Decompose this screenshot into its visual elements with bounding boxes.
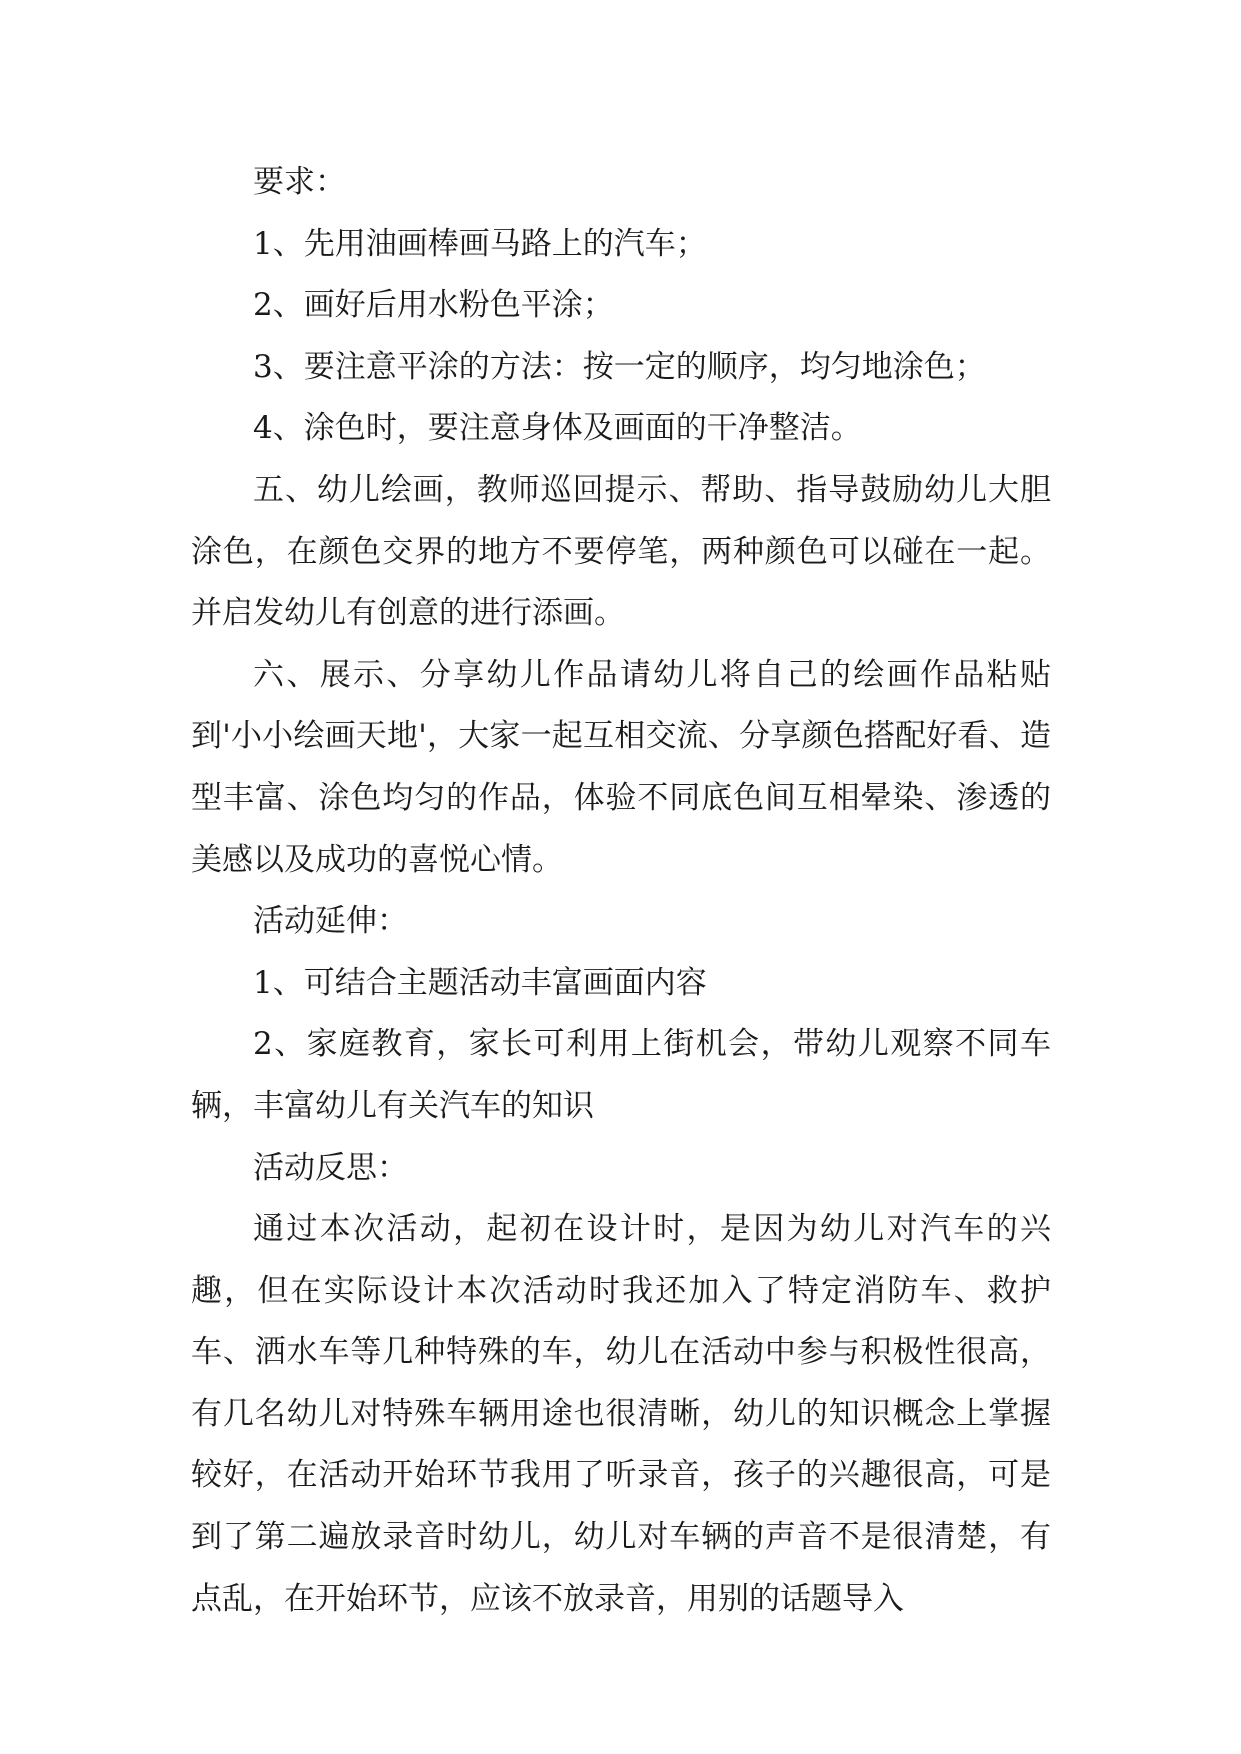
paragraph-reflection-heading: 活动反思： [253,1149,408,1186]
paragraph-step-5: 五、幼儿绘画，教师巡回提示、帮助、指导鼓励幼儿大胆涂色，在颜色交界的地方不要停笔，两种颜色可以碰在一起。并启发幼儿有创意的进行添画。 [191,471,1051,632]
paragraph-requirement-2: 2、画好后用水粉色平涂； [253,287,614,324]
paragraph-requirements-heading: 要求： [253,164,346,200]
paragraph-extension-heading: 活动延伸： [253,903,408,940]
paragraph-reflection-body: 通过本次活动，起初在设计时，是因为幼儿对汽车的兴趣，但在实际设计本次活动时我还加入了特定消防车、救护车、洒水车等几种特殊的车，幼儿在活动中参与积极性很高，有几名幼儿对特殊车辆用途也很清晰，幼儿的知识概念上掌握较好，在活动开始环节我用了听录音，孩子的兴趣很高，可是到了第二遍放录音时幼儿，幼儿对车辆的声音不是很清楚，有点乱，在开始环节，应该不放录音，用别的话题导入 [191,1211,1051,1617]
paragraph-extension-2: 2、家庭教育，家长可利用上街机会，带幼儿观察不同车辆，丰富幼儿有关汽车的知识 [191,1026,1051,1124]
paragraph-extension-1: 1、可结合主题活动丰富画面内容 [253,964,707,1001]
paragraph-requirement-4: 4、涂色时，要注意身体及画面的干净整洁。 [253,410,862,447]
paragraph-step-6: 六、展示、分享幼儿作品请幼儿将自己的绘画作品粘贴到'小小绘画天地'，大家一起互相交流、分享颜色搭配好看、造型丰富、涂色均匀的作品，体验不同底色间互相晕染、渗透的美感以及成功的喜悦心情。 [191,656,1051,878]
document-body [191,152,1051,1630]
paragraph-requirement-3: 3、要注意平涂的方法：按一定的顺序，均匀地涂色； [253,348,986,385]
paragraph-requirement-1: 1、先用油画棒画马路上的汽车； [253,225,707,262]
